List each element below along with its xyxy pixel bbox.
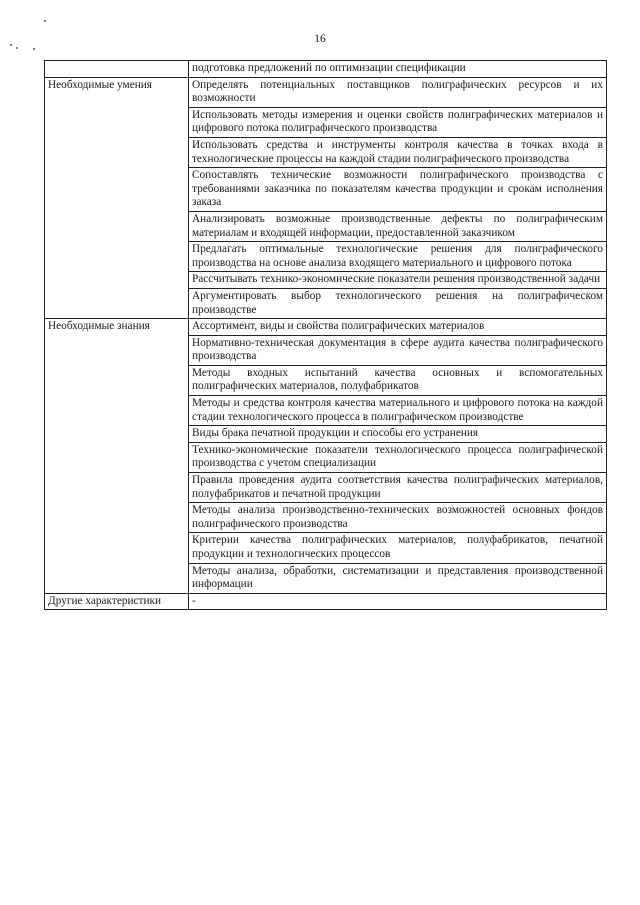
requirement-text: Использовать методы измерения и оценки свойств полиграфических материалов и цифрового потока полиграфического производства: [189, 107, 607, 137]
section-label: [45, 61, 189, 78]
scan-speck: [10, 44, 12, 46]
requirement-text: Методы входных испытаний качества основных и вспомогательных полиграфических материалов, полуфабрикатов: [189, 365, 607, 395]
requirement-text: Нормативно-техническая документация в сфере аудита качества полиграфического производства: [189, 335, 607, 365]
requirement-text: Методы анализа производственно-технических возможностей основных фондов полиграфического производства: [189, 503, 607, 533]
requirements-table: [44, 60, 607, 610]
requirement-text: Методы анализа, обработки, систематизации и представления производственной информации: [189, 563, 607, 593]
section-label: Необходимые умения: [45, 77, 189, 319]
scan-speck: [16, 47, 18, 49]
requirement-text: подготовка предложений по оптимизации спецификации: [189, 61, 607, 78]
requirement-text: Рассчитывать технико-экономические показатели решения производственной задачи: [189, 272, 607, 289]
requirement-text: Анализировать возможные производственные дефекты по полиграфическим материалам и входящей информации, предоставленной заказчиком: [189, 211, 607, 241]
scan-speck: [33, 48, 35, 50]
table-row: [45, 593, 607, 610]
requirement-text: Аргументировать выбор технологического решения на полиграфическом производстве: [189, 288, 607, 318]
requirement-text: Методы и средства контроля качества материального и цифрового потока на каждой стадии технологического процесса в полиграфическом производстве: [189, 396, 607, 426]
requirement-text: Виды брака печатной продукции и способы его устранения: [189, 426, 607, 443]
page-number: 16: [314, 33, 326, 45]
requirement-text: Использовать средства и инструменты контроля качества в точках входа в технологические процессы на каждой стадии полиграфического производства: [189, 137, 607, 167]
requirement-text: Правила проведения аудита соответствия качества полиграфических материалов, полуфабрикатов и печатной продукции: [189, 473, 607, 503]
requirement-text: Определять потенциальных поставщиков полиграфических ресурсов и их возможности: [189, 77, 607, 107]
requirement-text: Критерии качества полиграфических материалов, полуфабрикатов, печатной продукции и технологических процессов: [189, 533, 607, 563]
requirement-text: Технико-экономические показатели технологического процесса полиграфической производства с учетом специализации: [189, 442, 607, 472]
requirement-text: Предлагать оптимальные технологические решения для полиграфического производства на основе анализа входящего материального и цифрового потока: [189, 242, 607, 272]
table-row: [45, 77, 607, 107]
requirement-text: Сопоставлять технические возможности полиграфического производства с требованиями заказчика по показателям качества продукции и срокам исполнения заказа: [189, 168, 607, 212]
section-label: Необходимые знания: [45, 319, 189, 594]
table-row: [45, 319, 607, 336]
section-label: Другие характеристики: [45, 593, 189, 610]
requirement-text: -: [189, 593, 607, 610]
table-row: [45, 61, 607, 78]
scan-speck: [44, 20, 46, 22]
requirement-text: Ассортимент, виды и свойства полиграфических материалов: [189, 319, 607, 336]
